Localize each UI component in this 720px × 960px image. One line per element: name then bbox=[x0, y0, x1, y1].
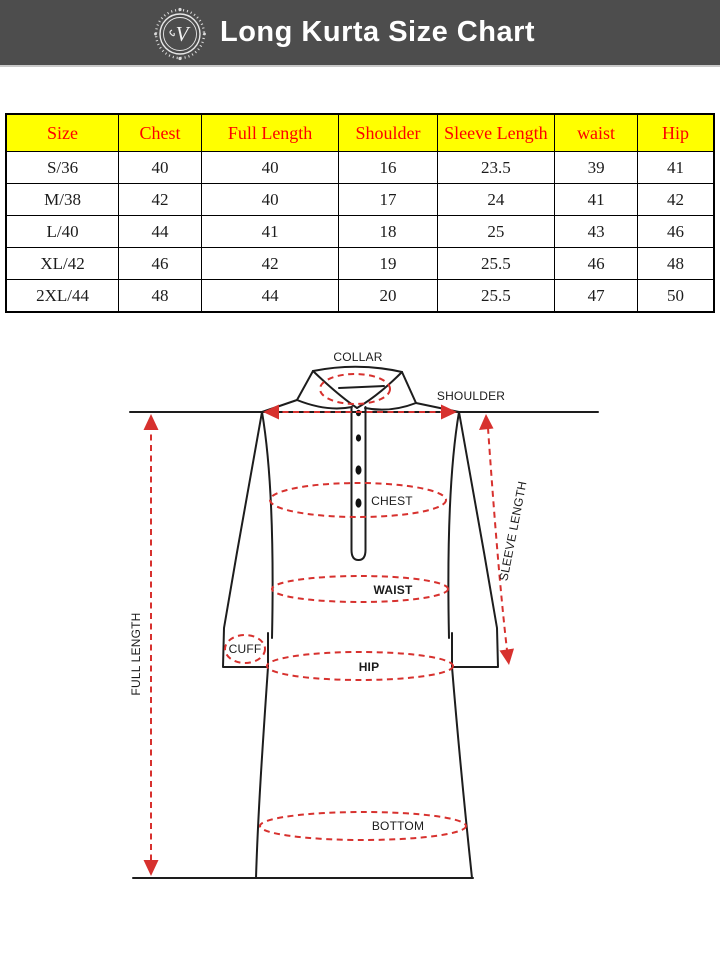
kurta-measurement-diagram bbox=[0, 340, 720, 940]
cell-full-length: 42 bbox=[201, 248, 338, 280]
cell-chest: 46 bbox=[119, 248, 202, 280]
cell-waist: 47 bbox=[555, 280, 638, 313]
cell-full-length: 40 bbox=[201, 152, 338, 184]
chest-label: CHEST bbox=[371, 494, 413, 508]
col-header-chest: Chest bbox=[119, 114, 202, 152]
cell-shoulder: 17 bbox=[339, 184, 437, 216]
cell-hip: 41 bbox=[637, 152, 714, 184]
cell-shoulder: 16 bbox=[339, 152, 437, 184]
cell-size: L/40 bbox=[6, 216, 119, 248]
cell-shoulder: 20 bbox=[339, 280, 437, 313]
page-title: Long Kurta Size Chart bbox=[220, 16, 536, 48]
table-row bbox=[6, 248, 714, 280]
table-row bbox=[6, 152, 714, 184]
cell-sleeve-length: 25.5 bbox=[437, 280, 555, 313]
cell-full-length: 44 bbox=[201, 280, 338, 313]
table-row bbox=[6, 184, 714, 216]
sleeve-length-label: SLEEVE LENGTH bbox=[496, 479, 530, 583]
cell-size: 2XL/44 bbox=[6, 280, 119, 313]
cell-chest: 48 bbox=[119, 280, 202, 313]
cell-waist: 39 bbox=[555, 152, 638, 184]
cell-shoulder: 19 bbox=[339, 248, 437, 280]
table-header-row bbox=[6, 114, 714, 152]
waist-ellipse bbox=[272, 576, 448, 602]
table-row bbox=[6, 216, 714, 248]
cell-hip: 50 bbox=[637, 280, 714, 313]
cell-chest: 44 bbox=[119, 216, 202, 248]
title-bar bbox=[0, 0, 720, 67]
cell-size: M/38 bbox=[6, 184, 119, 216]
collar-ellipse bbox=[320, 374, 390, 404]
bottom-ellipse bbox=[260, 812, 466, 840]
cell-waist: 43 bbox=[555, 216, 638, 248]
col-header-shoulder: Shoulder bbox=[339, 114, 437, 152]
col-header-sleeve-length: Sleeve Length bbox=[437, 114, 555, 152]
cell-full-length: 40 bbox=[201, 184, 338, 216]
cell-sleeve-length: 23.5 bbox=[437, 152, 555, 184]
cell-hip: 48 bbox=[637, 248, 714, 280]
cell-size: S/36 bbox=[6, 152, 119, 184]
col-header-full-length: Full Length bbox=[201, 114, 338, 152]
cell-sleeve-length: 25.5 bbox=[437, 248, 555, 280]
cell-chest: 42 bbox=[119, 184, 202, 216]
collar-label: COLLAR bbox=[333, 350, 383, 364]
button bbox=[356, 434, 361, 441]
table-row bbox=[6, 280, 714, 313]
button bbox=[356, 465, 362, 474]
button bbox=[356, 498, 362, 507]
measurement-annotations bbox=[144, 374, 515, 876]
col-header-size: Size bbox=[6, 114, 119, 152]
col-header-hip: Hip bbox=[637, 114, 714, 152]
svg-text:V: V bbox=[175, 22, 189, 46]
cell-waist: 41 bbox=[555, 184, 638, 216]
waist-label: WAIST bbox=[373, 583, 413, 597]
kurta-outline bbox=[223, 367, 498, 878]
hip-label: HIP bbox=[358, 660, 380, 674]
cell-waist: 46 bbox=[555, 248, 638, 280]
cell-full-length: 41 bbox=[201, 216, 338, 248]
col-header-waist: waist bbox=[555, 114, 638, 152]
full-length-label: FULL LENGTH bbox=[129, 612, 143, 696]
cuff-label: CUFF bbox=[228, 642, 262, 656]
cell-sleeve-length: 24 bbox=[437, 184, 555, 216]
brand-monogram-icon bbox=[152, 6, 208, 62]
cell-size: XL/42 bbox=[6, 248, 119, 280]
shoulder-label: SHOULDER bbox=[436, 389, 506, 403]
cell-sleeve-length: 25 bbox=[437, 216, 555, 248]
size-chart-table bbox=[5, 113, 715, 313]
size-chart-table-wrap bbox=[5, 113, 715, 313]
cell-hip: 42 bbox=[637, 184, 714, 216]
cell-shoulder: 18 bbox=[339, 216, 437, 248]
bottom-label: BOTTOM bbox=[371, 819, 425, 833]
cell-chest: 40 bbox=[119, 152, 202, 184]
cell-hip: 46 bbox=[637, 216, 714, 248]
